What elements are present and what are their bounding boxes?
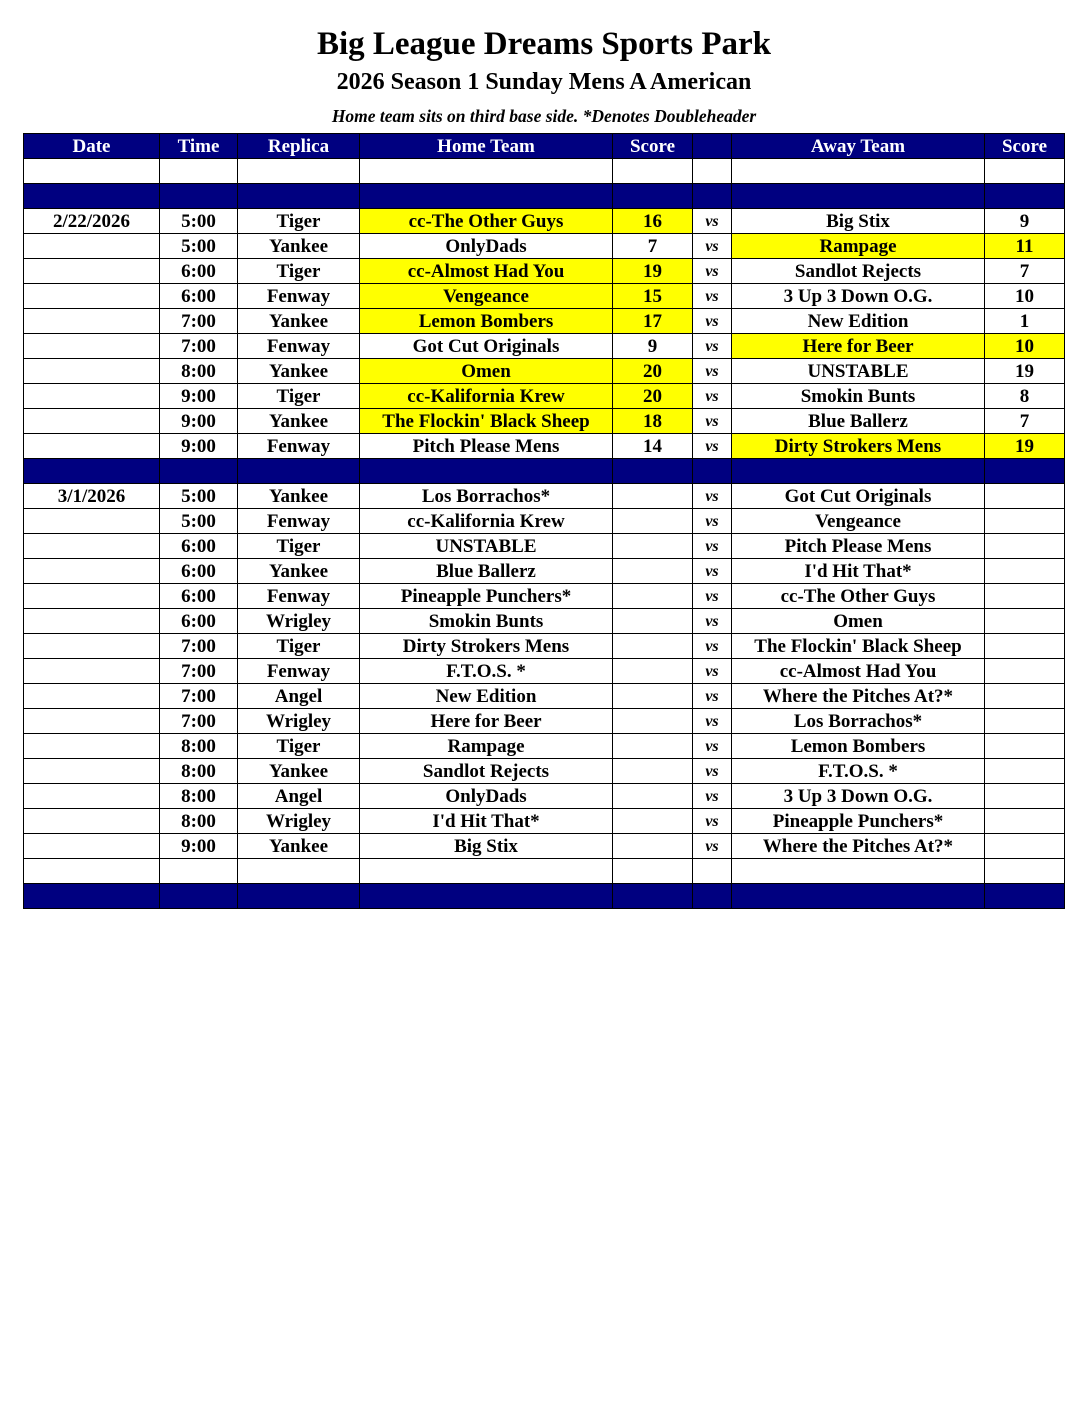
date-cell	[24, 284, 160, 309]
schedule-note: Home team sits on third base side. *Denotes Doubleheader	[331, 106, 757, 126]
away-team-cell: The Flockin' Black Sheep	[732, 634, 985, 659]
home-score-cell	[613, 459, 693, 484]
time-cell	[160, 884, 238, 909]
away-team-cell: UNSTABLE	[732, 359, 985, 384]
date-cell	[24, 634, 160, 659]
away-score-cell	[985, 609, 1065, 634]
away-score-cell	[985, 834, 1065, 859]
table-row	[24, 284, 1065, 309]
date-cell	[24, 759, 160, 784]
away-score-cell	[985, 759, 1065, 784]
home-score-cell	[613, 584, 693, 609]
time-cell: 9:00	[160, 834, 238, 859]
home-team-cell: OnlyDads	[360, 784, 613, 809]
date-cell	[24, 409, 160, 434]
away-score-cell	[985, 659, 1065, 684]
vs-cell: vs	[693, 684, 732, 709]
table-row	[24, 634, 1065, 659]
away-score-cell: 1	[985, 309, 1065, 334]
time-cell: 7:00	[160, 634, 238, 659]
home-score-cell: 16	[613, 209, 693, 234]
replica-cell: Yankee	[238, 834, 360, 859]
vs-cell: vs	[693, 509, 732, 534]
vs-cell: vs	[693, 284, 732, 309]
date-cell	[24, 234, 160, 259]
replica-cell: Fenway	[238, 284, 360, 309]
away-score-cell: 19	[985, 434, 1065, 459]
home-score-cell	[613, 734, 693, 759]
away-team-cell: I'd Hit That*	[732, 559, 985, 584]
time-cell: 5:00	[160, 234, 238, 259]
away-team-cell: Pineapple Punchers*	[732, 809, 985, 834]
vs-cell: vs	[693, 209, 732, 234]
home-team-cell: Vengeance	[360, 284, 613, 309]
date-cell	[24, 559, 160, 584]
home-team-cell: Dirty Strokers Mens	[360, 634, 613, 659]
table-row	[24, 384, 1065, 409]
section-divider-row	[24, 184, 1065, 209]
replica-cell: Tiger	[238, 259, 360, 284]
home-team-cell: UNSTABLE	[360, 534, 613, 559]
vs-cell	[693, 184, 732, 209]
replica-cell: Fenway	[238, 334, 360, 359]
replica-cell	[238, 159, 360, 184]
time-cell	[160, 859, 238, 884]
home-score-cell: 7	[613, 234, 693, 259]
home-score-cell	[613, 184, 693, 209]
time-cell: 7:00	[160, 684, 238, 709]
vs-cell	[693, 859, 732, 884]
home-team-cell: Los Borrachos*	[360, 484, 613, 509]
date-cell	[24, 684, 160, 709]
date-cell	[24, 884, 160, 909]
away-team-cell: Los Borrachos*	[732, 709, 985, 734]
home-team-cell: Got Cut Originals	[360, 334, 613, 359]
away-score-cell: 19	[985, 359, 1065, 384]
replica-cell: Tiger	[238, 534, 360, 559]
replica-cell: Yankee	[238, 309, 360, 334]
away-score-cell: 10	[985, 284, 1065, 309]
away-team-cell: 3 Up 3 Down O.G.	[732, 284, 985, 309]
home-score-cell: 14	[613, 434, 693, 459]
time-cell: 8:00	[160, 784, 238, 809]
time-cell: 7:00	[160, 709, 238, 734]
date-cell	[24, 509, 160, 534]
away-team-cell: F.T.O.S. *	[732, 759, 985, 784]
home-team-cell: New Edition	[360, 684, 613, 709]
home-score-cell	[613, 784, 693, 809]
away-team-cell: Big Stix	[732, 209, 985, 234]
column-header-replica: Replica	[238, 134, 360, 159]
home-team-cell: OnlyDads	[360, 234, 613, 259]
table-row	[24, 359, 1065, 384]
away-score-cell	[985, 784, 1065, 809]
home-team-cell: Smokin Bunts	[360, 609, 613, 634]
vs-cell: vs	[693, 734, 732, 759]
home-team-cell: cc-Almost Had You	[360, 259, 613, 284]
away-team-cell: Where the Pitches At?*	[732, 684, 985, 709]
home-team-cell	[360, 184, 613, 209]
away-score-cell: 11	[985, 234, 1065, 259]
replica-cell: Angel	[238, 684, 360, 709]
home-score-cell	[613, 809, 693, 834]
table-row	[24, 759, 1065, 784]
vs-cell: vs	[693, 359, 732, 384]
date-cell	[24, 359, 160, 384]
time-cell: 6:00	[160, 584, 238, 609]
home-score-cell: 20	[613, 359, 693, 384]
home-team-cell	[360, 884, 613, 909]
time-cell	[160, 459, 238, 484]
home-team-cell	[360, 159, 613, 184]
away-team-cell: cc-Almost Had You	[732, 659, 985, 684]
home-score-cell	[613, 859, 693, 884]
home-score-cell: 17	[613, 309, 693, 334]
away-score-cell: 7	[985, 409, 1065, 434]
date-cell	[24, 784, 160, 809]
home-score-cell	[613, 759, 693, 784]
away-score-cell	[985, 584, 1065, 609]
home-score-cell	[613, 834, 693, 859]
time-cell: 9:00	[160, 384, 238, 409]
time-cell: 6:00	[160, 609, 238, 634]
vs-cell: vs	[693, 234, 732, 259]
away-team-cell	[732, 884, 985, 909]
home-score-cell	[613, 159, 693, 184]
column-header-home-score: Score	[613, 134, 693, 159]
away-team-cell: New Edition	[732, 309, 985, 334]
date-cell	[24, 434, 160, 459]
date-cell	[24, 584, 160, 609]
home-team-cell: cc-Kalifornia Krew	[360, 509, 613, 534]
table-row	[24, 709, 1065, 734]
replica-cell: Tiger	[238, 734, 360, 759]
home-team-cell: Pineapple Punchers*	[360, 584, 613, 609]
home-team-cell: F.T.O.S. *	[360, 659, 613, 684]
section-divider-row	[24, 459, 1065, 484]
home-score-cell	[613, 609, 693, 634]
home-score-cell	[613, 709, 693, 734]
vs-cell: vs	[693, 634, 732, 659]
home-score-cell: 19	[613, 259, 693, 284]
schedule-table	[23, 133, 1065, 909]
away-team-cell: Dirty Strokers Mens	[732, 434, 985, 459]
home-score-cell	[613, 659, 693, 684]
away-score-cell	[985, 859, 1065, 884]
vs-cell: vs	[693, 759, 732, 784]
time-cell: 6:00	[160, 284, 238, 309]
date-cell	[24, 259, 160, 284]
date-cell: 2/22/2026	[24, 209, 160, 234]
time-cell: 7:00	[160, 334, 238, 359]
home-score-cell: 15	[613, 284, 693, 309]
date-cell	[24, 859, 160, 884]
away-team-cell: Here for Beer	[732, 334, 985, 359]
vs-cell: vs	[693, 834, 732, 859]
replica-cell	[238, 859, 360, 884]
replica-cell: Tiger	[238, 209, 360, 234]
time-cell	[160, 184, 238, 209]
table-row	[24, 209, 1065, 234]
vs-cell	[693, 884, 732, 909]
away-team-cell	[732, 159, 985, 184]
table-row	[24, 509, 1065, 534]
date-cell	[24, 184, 160, 209]
time-cell: 7:00	[160, 659, 238, 684]
table-row	[24, 809, 1065, 834]
away-score-cell	[985, 509, 1065, 534]
vs-cell: vs	[693, 609, 732, 634]
time-cell: 8:00	[160, 359, 238, 384]
replica-cell: Fenway	[238, 509, 360, 534]
replica-cell: Yankee	[238, 484, 360, 509]
replica-cell	[238, 459, 360, 484]
replica-cell: Fenway	[238, 434, 360, 459]
table-header-row	[24, 134, 1065, 159]
home-team-cell: Omen	[360, 359, 613, 384]
away-team-cell: Vengeance	[732, 509, 985, 534]
vs-cell: vs	[693, 484, 732, 509]
table-row	[24, 434, 1065, 459]
replica-cell: Wrigley	[238, 709, 360, 734]
vs-cell: vs	[693, 534, 732, 559]
home-team-cell: Here for Beer	[360, 709, 613, 734]
vs-cell	[693, 459, 732, 484]
replica-cell: Tiger	[238, 384, 360, 409]
column-header-date: Date	[24, 134, 160, 159]
away-score-cell: 8	[985, 384, 1065, 409]
replica-cell: Yankee	[238, 759, 360, 784]
away-score-cell	[985, 809, 1065, 834]
home-score-cell: 9	[613, 334, 693, 359]
away-team-cell	[732, 859, 985, 884]
date-cell	[24, 309, 160, 334]
replica-cell: Yankee	[238, 559, 360, 584]
home-team-cell: cc-Kalifornia Krew	[360, 384, 613, 409]
away-score-cell	[985, 534, 1065, 559]
table-row	[24, 334, 1065, 359]
replica-cell: Fenway	[238, 659, 360, 684]
home-score-cell	[613, 509, 693, 534]
time-cell: 9:00	[160, 409, 238, 434]
home-score-cell	[613, 534, 693, 559]
date-cell	[24, 709, 160, 734]
home-score-cell	[613, 559, 693, 584]
time-cell: 6:00	[160, 534, 238, 559]
home-team-cell: The Flockin' Black Sheep	[360, 409, 613, 434]
column-header-away-score: Score	[985, 134, 1065, 159]
home-score-cell	[613, 884, 693, 909]
blank-row	[24, 859, 1065, 884]
vs-cell: vs	[693, 384, 732, 409]
away-team-cell: cc-The Other Guys	[732, 584, 985, 609]
table-row	[24, 584, 1065, 609]
replica-cell: Angel	[238, 784, 360, 809]
away-score-cell: 9	[985, 209, 1065, 234]
table-row	[24, 609, 1065, 634]
time-cell: 6:00	[160, 259, 238, 284]
table-row	[24, 309, 1065, 334]
date-cell	[24, 809, 160, 834]
away-team-cell: Omen	[732, 609, 985, 634]
table-row	[24, 409, 1065, 434]
date-cell	[24, 834, 160, 859]
date-cell	[24, 659, 160, 684]
away-team-cell: Rampage	[732, 234, 985, 259]
vs-cell: vs	[693, 709, 732, 734]
section-divider-row	[24, 884, 1065, 909]
away-team-cell: Pitch Please Mens	[732, 534, 985, 559]
home-team-cell: Blue Ballerz	[360, 559, 613, 584]
away-score-cell	[985, 684, 1065, 709]
replica-cell: Wrigley	[238, 809, 360, 834]
column-header-home-team: Home Team	[360, 134, 613, 159]
home-score-cell: 20	[613, 384, 693, 409]
vs-cell: vs	[693, 559, 732, 584]
home-score-cell	[613, 634, 693, 659]
time-cell: 5:00	[160, 509, 238, 534]
away-score-cell: 10	[985, 334, 1065, 359]
vs-cell: vs	[693, 334, 732, 359]
home-team-cell: cc-The Other Guys	[360, 209, 613, 234]
blank-row	[24, 159, 1065, 184]
time-cell: 8:00	[160, 759, 238, 784]
away-score-cell: 7	[985, 259, 1065, 284]
replica-cell	[238, 184, 360, 209]
away-score-cell	[985, 634, 1065, 659]
vs-cell: vs	[693, 784, 732, 809]
table-row	[24, 559, 1065, 584]
table-row	[24, 734, 1065, 759]
home-team-cell: I'd Hit That*	[360, 809, 613, 834]
table-row	[24, 659, 1065, 684]
time-cell: 5:00	[160, 209, 238, 234]
replica-cell: Yankee	[238, 359, 360, 384]
away-team-cell: Lemon Bombers	[732, 734, 985, 759]
away-score-cell	[985, 159, 1065, 184]
home-team-cell: Lemon Bombers	[360, 309, 613, 334]
vs-cell: vs	[693, 659, 732, 684]
home-team-cell: Rampage	[360, 734, 613, 759]
away-score-cell	[985, 184, 1065, 209]
time-cell: 8:00	[160, 734, 238, 759]
page-subtitle: 2026 Season 1 Sunday Mens A American	[336, 69, 752, 95]
page-title: Big League Dreams Sports Park	[316, 26, 772, 62]
time-cell	[160, 159, 238, 184]
table-row	[24, 234, 1065, 259]
time-cell: 5:00	[160, 484, 238, 509]
home-team-cell: Pitch Please Mens	[360, 434, 613, 459]
time-cell: 9:00	[160, 434, 238, 459]
away-score-cell	[985, 734, 1065, 759]
replica-cell: Wrigley	[238, 609, 360, 634]
away-score-cell	[985, 484, 1065, 509]
vs-cell	[693, 159, 732, 184]
replica-cell: Fenway	[238, 584, 360, 609]
home-score-cell: 18	[613, 409, 693, 434]
table-row	[24, 484, 1065, 509]
replica-cell: Yankee	[238, 409, 360, 434]
date-cell	[24, 384, 160, 409]
date-cell	[24, 534, 160, 559]
vs-cell: vs	[693, 259, 732, 284]
away-team-cell	[732, 184, 985, 209]
away-team-cell	[732, 459, 985, 484]
away-team-cell: Where the Pitches At?*	[732, 834, 985, 859]
away-team-cell: Blue Ballerz	[732, 409, 985, 434]
replica-cell	[238, 884, 360, 909]
away-team-cell: 3 Up 3 Down O.G.	[732, 784, 985, 809]
date-cell	[24, 334, 160, 359]
vs-cell: vs	[693, 409, 732, 434]
date-cell: 3/1/2026	[24, 484, 160, 509]
home-team-cell	[360, 859, 613, 884]
date-cell	[24, 734, 160, 759]
vs-cell: vs	[693, 309, 732, 334]
table-row	[24, 784, 1065, 809]
away-score-cell	[985, 884, 1065, 909]
away-score-cell	[985, 559, 1065, 584]
vs-cell: vs	[693, 584, 732, 609]
home-score-cell	[613, 684, 693, 709]
away-team-cell: Got Cut Originals	[732, 484, 985, 509]
date-cell	[24, 159, 160, 184]
column-header-away-team: Away Team	[732, 134, 985, 159]
home-team-cell	[360, 459, 613, 484]
time-cell: 8:00	[160, 809, 238, 834]
time-cell: 7:00	[160, 309, 238, 334]
home-team-cell: Big Stix	[360, 834, 613, 859]
table-row	[24, 684, 1065, 709]
vs-cell: vs	[693, 434, 732, 459]
home-team-cell: Sandlot Rejects	[360, 759, 613, 784]
table-row	[24, 834, 1065, 859]
column-header-vs	[693, 134, 732, 159]
table-row	[24, 534, 1065, 559]
replica-cell: Yankee	[238, 234, 360, 259]
away-score-cell	[985, 709, 1065, 734]
away-team-cell: Sandlot Rejects	[732, 259, 985, 284]
vs-cell: vs	[693, 809, 732, 834]
date-cell	[24, 459, 160, 484]
table-row	[24, 259, 1065, 284]
time-cell: 6:00	[160, 559, 238, 584]
replica-cell: Tiger	[238, 634, 360, 659]
away-team-cell: Smokin Bunts	[732, 384, 985, 409]
date-cell	[24, 609, 160, 634]
column-header-time: Time	[160, 134, 238, 159]
away-score-cell	[985, 459, 1065, 484]
home-score-cell	[613, 484, 693, 509]
